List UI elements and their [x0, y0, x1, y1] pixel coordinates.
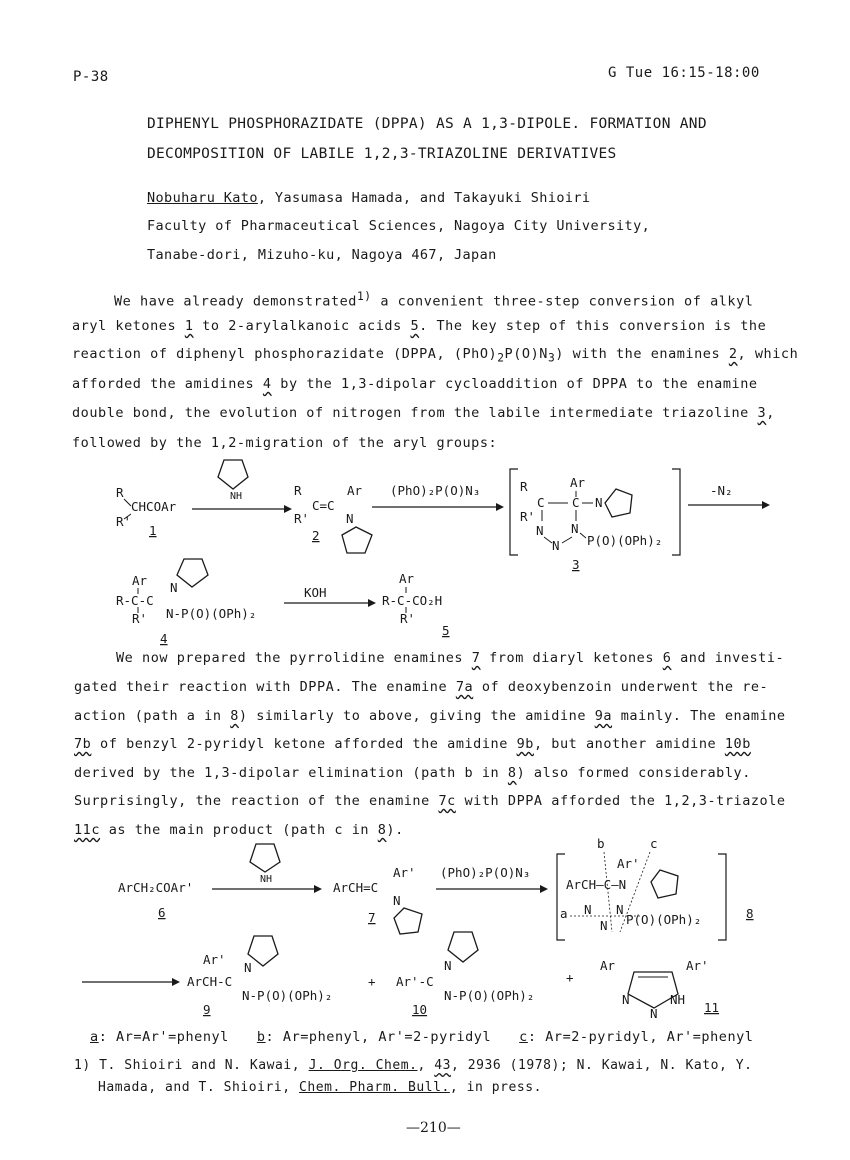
product-11-ar2: Ar' [686, 958, 709, 973]
text: , but another amidine [533, 736, 725, 752]
text: of deoxybenzoin underwent the re- [473, 679, 769, 695]
reference-line-1 [74, 1058, 753, 1073]
bond [580, 533, 586, 538]
enamine-7: ArCH=C [333, 880, 379, 895]
reference-line-2 [98, 1080, 542, 1095]
session-time: G Tue 16:15-18:00 [608, 65, 760, 81]
text: , [417, 1058, 435, 1073]
enamine-r2: R' [294, 511, 310, 526]
subscript: 2 [497, 351, 505, 365]
text: Surprisingly, the reaction of the enamine [74, 793, 439, 809]
compound-number-11: 11 [704, 1000, 720, 1015]
product-9-main: ArCH-C [187, 974, 233, 989]
pyrrolidine-ring [394, 908, 422, 934]
pyrrolidine-ring [651, 870, 678, 898]
para2-line-5 [74, 765, 751, 781]
para2-line-6 [74, 793, 786, 809]
text: from diaryl ketones [480, 650, 663, 666]
product-9-ar: Ar' [203, 952, 226, 967]
ketone-r2: R' [116, 514, 132, 529]
journal-name: J. Org. Chem. [308, 1058, 418, 1073]
product-11-nh: NH [670, 992, 686, 1007]
acid-main: R-C-CO₂H [382, 593, 443, 608]
text: by the 1,3-dipolar cycloaddition of DPPA to the enamine [271, 376, 758, 392]
compound-ref: 7b [74, 736, 92, 752]
legend-a-label: a [90, 1029, 99, 1045]
reaction-scheme-2 [60, 832, 820, 1022]
product-9-n: N [244, 960, 252, 975]
legend-c-label: c [519, 1029, 528, 1045]
path-b-label: b [597, 836, 605, 851]
para1-line-3 [72, 346, 798, 365]
compound-ref: 9a [594, 708, 613, 724]
triazoline-p: P(O)(OPh)₂ [587, 533, 663, 548]
triazoline-n3: N [571, 521, 579, 536]
compound-ref: 11c [74, 822, 101, 838]
triazoline-c1: C [537, 495, 545, 510]
reaction-scheme-1 [60, 455, 820, 655]
text: with DPPA afforded the 1,2,3-triazole [455, 793, 786, 809]
ketone-main: CHCOAr [131, 499, 177, 514]
affiliation-line-2: Tanabe-dori, Mizuho-ku, Nagoya 467, Japan [147, 247, 497, 263]
arrowhead [762, 501, 770, 509]
bond [562, 537, 572, 543]
para1-line-4 [72, 376, 758, 392]
ketone-r: R [116, 485, 124, 500]
compound-ref: 6 [662, 650, 672, 666]
acid-r2: R' [400, 611, 416, 626]
legend-a-text: : Ar=Ar'=phenyl [98, 1029, 229, 1045]
triazoline-n1: N [536, 523, 544, 538]
legend-c-text: : Ar=2-pyridyl, Ar'=phenyl [527, 1029, 754, 1045]
intermediate-p: P(O)(OPh)₂ [626, 912, 702, 927]
session-code: P-38 [73, 69, 109, 85]
text: and investi- [671, 650, 785, 666]
para2-line-2 [74, 679, 768, 695]
compound-number-9: 9 [203, 1002, 211, 1017]
affiliation-line-1: Faculty of Pharmaceutical Sciences, Nagoya City University, [147, 218, 651, 234]
compound-ref: 2 [728, 346, 738, 362]
compound-number-10: 10 [412, 1002, 428, 1017]
triazoline-r2: R' [520, 509, 536, 524]
compound-number-4: 4 [160, 631, 168, 646]
para1-line-5 [72, 405, 775, 421]
bond [544, 537, 552, 543]
ketone-6: ArCH₂COAr' [118, 880, 194, 895]
product-10-n: N [444, 958, 452, 973]
intermediate-main: ArCH—C—N [566, 877, 627, 892]
pyrrolidine-ring [248, 936, 278, 966]
reference-number: 1) [74, 1058, 91, 1073]
amidine-np: N-P(O)(OPh)₂ [166, 606, 257, 621]
compound-ref: 3 [757, 405, 767, 421]
text: double bond, the evolution of nitrogen from the labile intermediate triazoline [72, 405, 758, 421]
text: Hamada, and T. Shioiri, [98, 1080, 300, 1095]
text: to 2-arylalkanoic acids [193, 318, 411, 334]
triazoline-n-pyr: N [595, 495, 603, 510]
compound-ref: 5 [410, 318, 420, 334]
text: a convenient three-step conversion of alkyl [371, 293, 754, 310]
reagent-koh: KOH [304, 585, 327, 600]
text: of benzyl 2-pyridyl ketone afforded the amidine [91, 736, 517, 752]
pyrrolidine-ring [342, 527, 372, 553]
arrowhead [172, 978, 180, 986]
text: action (path a in [74, 708, 231, 724]
text: reaction of diphenyl phosphorazidate (DPPA, (PhO) [72, 346, 498, 362]
citation: 1) [356, 290, 372, 303]
compound-number-1: 1 [149, 523, 157, 538]
text: gated their reaction with DPPA. The enamine [74, 679, 456, 695]
intermediate-ar: Ar' [617, 856, 640, 871]
compound-ref: 7c [438, 793, 456, 809]
bond [124, 499, 131, 506]
title-line-2: DECOMPOSITION OF LABILE 1,2,3-TRIAZOLINE DERIVATIVES [147, 146, 617, 162]
compound-number-8: 8 [746, 906, 754, 921]
compound-ref: 10b [724, 736, 751, 752]
pyrrolidine-nh: NH [260, 874, 273, 885]
enamine-c: C=C [312, 498, 335, 513]
text: ) similarly to above, giving the amidine [238, 708, 595, 724]
text: We now prepared the pyrrolidine enamines [116, 650, 472, 666]
triazoline-r: R [520, 479, 528, 494]
triazoline-c2: C [572, 495, 580, 510]
enamine-7-ar: Ar' [393, 865, 416, 880]
loss-of-n2: -N₂ [710, 483, 733, 498]
arrowhead [284, 505, 292, 513]
enamine-ar: Ar [347, 483, 363, 498]
bracket-left [557, 854, 565, 940]
text: aryl ketones [72, 318, 185, 334]
triazoline-n2: N [552, 538, 560, 553]
text: We have already demonstrated [114, 293, 357, 310]
plus-sign-2: + [566, 970, 574, 985]
journal-name: Chem. Pharm. Bull. [299, 1080, 450, 1095]
amidine-main: R-C-C [116, 593, 154, 608]
pyrrolidine-ring [177, 559, 208, 587]
compound-ref: 8 [507, 765, 517, 781]
authors [147, 190, 590, 206]
para1-line-6: followed by the 1,2-migration of the aryl groups: [72, 435, 498, 451]
text: T. Shioiri and N. Kawai, [90, 1058, 309, 1073]
para2-line-4 [74, 736, 751, 752]
triazoline-ar: Ar [570, 475, 586, 490]
pyrrolidine-ring [250, 844, 280, 872]
compound-ref: 8 [377, 822, 387, 838]
presenter-name: Nobuharu Kato [147, 190, 258, 206]
compound-ref: 1 [184, 318, 194, 334]
text: derived by the 1,3-dipolar elimination (path b in [74, 765, 508, 781]
para1-line-1 [114, 290, 753, 310]
amidine-n-pyr: N [170, 580, 178, 595]
pyrrolidine-ring [448, 932, 478, 962]
product-9-np: N-P(O)(OPh)₂ [242, 988, 333, 1003]
arrowhead [314, 885, 322, 893]
para1-line-2 [72, 318, 766, 334]
compound-number-2: 2 [312, 528, 320, 543]
text: . The key step of this conversion is the [419, 318, 767, 334]
para2-line-3 [74, 708, 786, 724]
text: afforded the amidines [72, 376, 263, 392]
text: ). [386, 822, 404, 838]
text: P(O)N [504, 346, 548, 362]
text: mainly. The enamine [612, 708, 786, 724]
pyrrolidine-nh: NH [230, 491, 243, 502]
coauthors: , Yasumasa Hamada, and Takayuki Shioiri [257, 190, 591, 206]
compound-number-6: 6 [158, 905, 166, 920]
para2-line-1 [116, 650, 784, 666]
pyrrolidine-ring [605, 489, 632, 517]
product-10-np: N-P(O)(OPh)₂ [444, 988, 535, 1003]
enamine-r: R [294, 483, 302, 498]
arrowhead [496, 503, 504, 511]
compound-number-7: 7 [368, 910, 376, 925]
text: , which [737, 346, 799, 362]
text: , [766, 405, 775, 421]
amidine-r2: R' [132, 611, 148, 626]
product-11-n2: N [650, 1006, 658, 1021]
compound-number-5: 5 [442, 623, 450, 638]
subscript: 3 [547, 351, 556, 365]
bracket-left [510, 469, 518, 555]
legend-b-label: b [256, 1029, 266, 1045]
compound-ref: 7 [471, 650, 481, 666]
acid-ar: Ar [399, 571, 415, 586]
path-c-label: c [650, 836, 658, 851]
enamine-7-n: N [393, 893, 401, 908]
reagent-dppa-2: (PhO)₂P(O)N₃ [440, 865, 531, 880]
path-a-label: a [560, 906, 568, 921]
arrowhead [540, 885, 548, 893]
compound-ref: 9b [516, 736, 534, 752]
title-line-1: DIPHENYL PHOSPHORAZIDATE (DPPA) AS A 1,3-DIPOLE. FORMATION AND [147, 116, 707, 132]
legend-b-text: : Ar=phenyl, Ar'=2-pyridyl [265, 1029, 492, 1045]
intermediate-n2: N [600, 918, 608, 933]
pyrrolidine-ring [218, 460, 248, 489]
text: , in press. [449, 1080, 542, 1095]
plus-sign-1: + [368, 974, 376, 989]
compound-ref: 7a [455, 679, 474, 695]
enamine-n: N [346, 511, 354, 526]
amidine-ar: Ar [132, 573, 148, 588]
intermediate-n1: N [584, 902, 592, 917]
compound-ref: 8 [230, 708, 239, 724]
text: ) also formed considerably. [516, 765, 751, 781]
compound-ref: 4 [262, 376, 272, 392]
arrowhead [368, 599, 376, 607]
compound-number-3: 3 [572, 557, 580, 572]
bracket-right [672, 469, 680, 555]
text: as the main product (path c in [100, 822, 378, 838]
text: , 2936 (1978); N. Kawai, N. Kato, Y. [451, 1058, 753, 1073]
compound-legend [90, 1029, 753, 1045]
product-11-n1: N [622, 992, 630, 1007]
intermediate-n3: N [616, 902, 624, 917]
page-number: —210— [406, 1120, 461, 1136]
reagent-dppa: (PhO)₂P(O)N₃ [390, 483, 481, 498]
product-10-main: Ar'-C [396, 974, 434, 989]
volume: 43 [434, 1058, 451, 1073]
bracket-right [718, 854, 726, 940]
text: ) with the enamines [555, 346, 729, 362]
product-11-ar: Ar [600, 958, 616, 973]
